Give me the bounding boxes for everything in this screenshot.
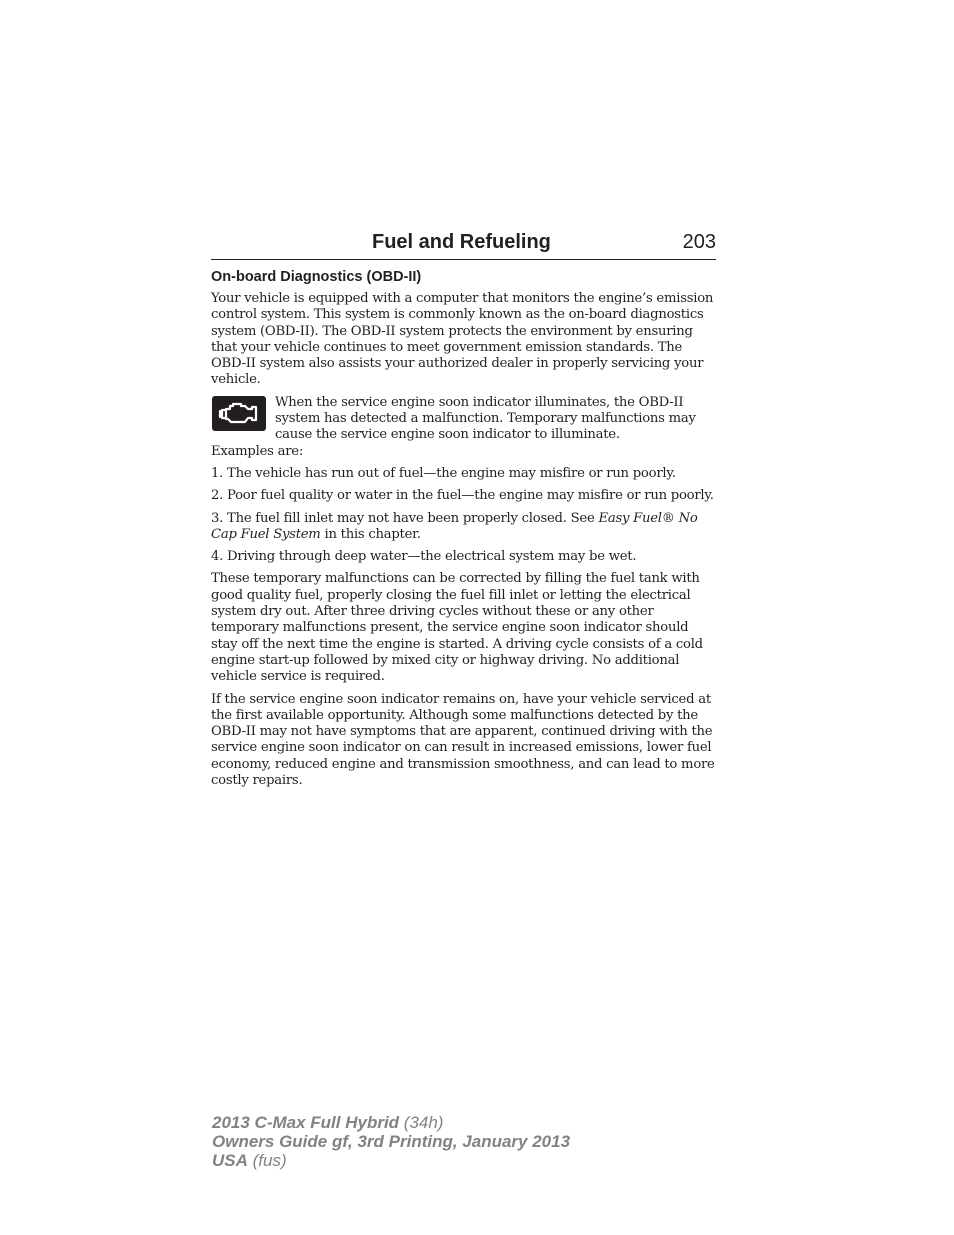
example-item-4: 4. Driving through deep water—the electrical system may be wet. — [211, 549, 637, 565]
footer-model: 2013 C-Max Full Hybrid — [212, 1113, 400, 1132]
page-footer — [212, 1113, 570, 1170]
footer-line-market — [212, 1151, 570, 1170]
indicator-paragraph: When the service engine soon indicator illuminates, the OBD-II system has detected a malfunction. Temporary malfunctions may cause the service engine soon indicator to illuminate. — [275, 394, 696, 443]
examples-label: Examples are: — [211, 443, 304, 459]
example-item-2: 2. Poor fuel quality or water in the fuel—the engine may misfire or run poorly. — [211, 488, 714, 504]
footer-market: USA — [212, 1151, 248, 1170]
service-engine-soon-icon — [212, 396, 266, 431]
intro-paragraph: Your vehicle is equipped with a computer that monitors the engine’s emission control system. This system is commonly known as the on-board diagnostics system (OBD-II). The OBD-II system protects the environment by ensuring that your vehicle continues to meet government emission standards. The OBD-II system also assists your authorized dealer in properly servicing your vehicle. — [211, 291, 714, 388]
chapter-title: Fuel and Refueling — [372, 231, 551, 253]
temporary-malfunctions-paragraph: These temporary malfunctions can be corrected by filling the fuel tank with good quality fuel, properly closing the fuel fill inlet or letting the electrical system dry out. After three driving cycles without these or any other temporary malfunctions present, the service engine soon indicator should stay off the next time the engine is started. A driving cycle consists of a cold engine start-up followed by mixed city or highway driving. No additional vehicle service is required. — [211, 571, 703, 685]
page-header — [211, 228, 716, 260]
section-heading: On-board Diagnostics (OBD-II) — [211, 269, 422, 285]
indicator-remains-on-paragraph: If the service engine soon indicator remains on, have your vehicle serviced at the first available opportunity. Although some malfunctions detected by the OBD-II may not have symptoms that are apparent, continued driving with the service engine soon indicator on can result in increased emissions, lower fuel economy, reduced engine and transmission smoothness, and can lead to more costly repairs. — [211, 691, 715, 789]
body-content — [211, 291, 716, 789]
indicator-block — [211, 395, 716, 460]
cross-reference-link: Easy Fuel® No Cap Fuel System — [211, 510, 698, 542]
example-item-3 — [211, 511, 716, 544]
example-item-3-suffix: in this chapter. — [320, 526, 421, 542]
page-number: 203 — [682, 231, 716, 253]
footer-line-guide: Owners Guide gf, 3rd Printing, January 2013 — [212, 1132, 571, 1151]
example-item-1: 1. The vehicle has run out of fuel—the engine may misfire or run poorly. — [211, 465, 676, 481]
footer-line-model — [212, 1113, 570, 1132]
engine-icon — [217, 399, 261, 427]
footer-market-code: (fus) — [247, 1151, 287, 1170]
footer-model-code: (34h) — [399, 1113, 444, 1132]
example-item-3-text: 3. The fuel fill inlet may not have been properly closed. See — [211, 510, 599, 526]
manual-page — [211, 228, 716, 789]
